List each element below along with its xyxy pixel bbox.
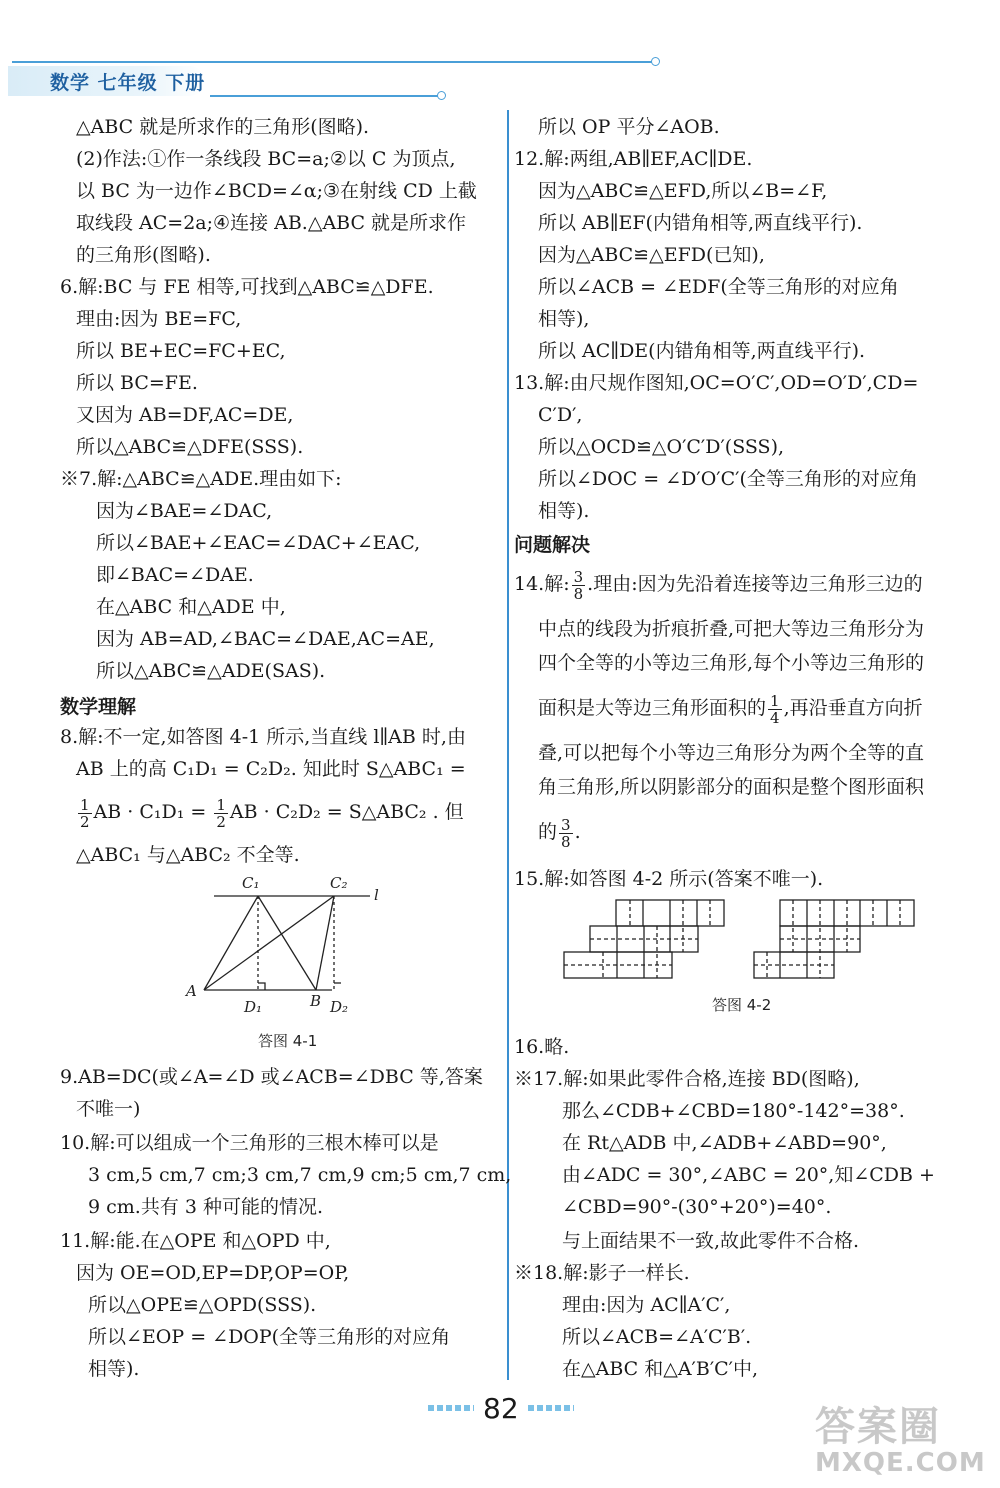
right-line: 所以 OP 平分∠AOB. bbox=[538, 116, 720, 138]
right-line: 在△ABC 和△A′B′C′中, bbox=[562, 1358, 759, 1380]
left-line: 9 cm.共有 3 种可能的情况. bbox=[88, 1196, 324, 1218]
question-11: 11.解:能.在△OPE 和△OPD 中, bbox=[60, 1230, 331, 1252]
left-line: 所以△ABC≌△ADE(SAS). bbox=[96, 660, 326, 682]
right-line: 由∠ADC = 30°,∠ABC = 20°,知∠CDB + bbox=[562, 1164, 935, 1186]
left-line: 的三角形(图略). bbox=[76, 244, 211, 266]
right-line: 叠,可以把每个小等边三角形分为两个全等的直 bbox=[538, 742, 925, 764]
left-line: △ABC₁ 与△ABC₂ 不全等. bbox=[76, 844, 300, 866]
right-line: 相等). bbox=[538, 500, 590, 522]
watermark bbox=[815, 1395, 986, 1478]
right-line: 所以 AB∥EF(内错角相等,两直线平行). bbox=[538, 212, 863, 234]
fraction-half: $\frac{1}{2}$ bbox=[80, 795, 90, 831]
left-line: (2)作法:①作一条线段 BC=a;②以 C 为顶点, bbox=[76, 148, 456, 170]
column-divider bbox=[507, 110, 509, 1380]
figure-4-2 bbox=[562, 896, 922, 986]
left-line: 不唯一) bbox=[76, 1098, 141, 1120]
left-line: △ABC 就是所求作的三角形(图略). bbox=[76, 116, 370, 138]
right-line: 面积是大等边三角形面积的 $\frac{1}{4}$ ,再沿垂直方向折 bbox=[538, 691, 923, 727]
left-line: 因为 AB=AD,∠BAC=∠DAE,AC=AE, bbox=[96, 628, 435, 650]
question-13: 13.解:由尺规作图知,OC=O′C′,OD=O′D′,CD= bbox=[514, 372, 919, 394]
label-d2: D₂ bbox=[330, 998, 349, 1016]
net-right bbox=[754, 900, 914, 978]
left-line: 理由:因为 BE=FC, bbox=[76, 308, 242, 330]
fraction-three-eighths: $\frac{3}{8}$ bbox=[573, 567, 584, 603]
left-line: 相等). bbox=[88, 1358, 140, 1380]
left-line: 即∠BAC=∠DAE. bbox=[96, 564, 254, 586]
question-14: 14.解: $\frac{3}{8}$ .理由:因为先沿着连接等边三角形三边的 bbox=[514, 567, 923, 603]
question-10: 10.解:可以组成一个三角形的三根木棒可以是 bbox=[60, 1132, 439, 1154]
right-line: 那么∠CDB+∠CBD=180°-142°=38°. bbox=[562, 1100, 905, 1122]
left-line: 所以△OPE≌△OPD(SSS). bbox=[88, 1294, 317, 1316]
right-line: ∠CBD=90°-(30°+20°)=40°. bbox=[562, 1196, 832, 1218]
fraction-half: $\frac{1}{2}$ bbox=[216, 795, 226, 831]
net-left bbox=[564, 900, 724, 978]
label-c2: C₂ bbox=[330, 874, 348, 892]
left-line: 所以∠EOP = ∠DOP(全等三角形的对应角 bbox=[88, 1326, 451, 1348]
header-dot-left bbox=[437, 91, 446, 100]
right-line: 在 Rt△ADB 中,∠ADB+∠ABD=90°, bbox=[562, 1132, 887, 1154]
question-17: ※17.解:如果此零件合格,连接 BD(图略), bbox=[514, 1068, 860, 1090]
figure-4-1-caption: 答图 4-1 bbox=[258, 1032, 318, 1050]
label-c1: C₁ bbox=[242, 874, 260, 892]
left-line: 取线段 AC=2a;④连接 AB.△ABC 就是所求作 bbox=[76, 212, 467, 234]
left-line: 因为∠BAE=∠DAC, bbox=[96, 500, 273, 522]
watermark-url: MXQE.COM bbox=[815, 1448, 986, 1478]
right-line: 的 $\frac{3}{8}$ . bbox=[538, 815, 581, 851]
right-line: 因为△ABC≌△EFD,所以∠B=∠F, bbox=[538, 180, 828, 202]
question-15: 15.解:如答图 4-2 所示(答案不唯一). bbox=[514, 868, 824, 890]
left-line: 所以△ABC≌△DFE(SSS). bbox=[76, 436, 304, 458]
header-dot-right bbox=[651, 57, 660, 66]
section-heading-understand: 数学理解 bbox=[60, 696, 137, 718]
right-line: 与上面结果不一致,故此零件不合格. bbox=[562, 1230, 860, 1252]
figure-4-1 bbox=[180, 870, 410, 1020]
header-rule-top bbox=[12, 61, 652, 63]
header-rule-bottom bbox=[210, 95, 438, 97]
right-line: 理由:因为 AC∥A′C′, bbox=[562, 1294, 731, 1316]
left-line: $\frac{1}{2}$ AB · C₁D₁ = $\frac{1}{2}$ AB · C₂D₂ = S△ABC₂ . 但 bbox=[80, 795, 464, 831]
fraction-three-eighths: $\frac{3}{8}$ bbox=[561, 815, 571, 851]
question-8: 8.解:不一定,如答图 4-1 所示,当直线 l∥AB 时,由 bbox=[60, 726, 466, 748]
right-line: 所以 AC∥DE(内错角相等,两直线平行). bbox=[538, 340, 866, 362]
page-number: 82 bbox=[483, 1392, 519, 1425]
label-b: B bbox=[310, 992, 322, 1010]
section-heading-solve: 问题解决 bbox=[514, 534, 591, 556]
right-line: 中点的线段为折痕折叠,可把大等边三角形分为 bbox=[538, 618, 925, 640]
right-line: C′D′, bbox=[538, 404, 583, 426]
right-line: 因为△ABC≌△EFD(已知), bbox=[538, 244, 765, 266]
left-line: 所以∠BAE+∠EAC=∠DAC+∠EAC, bbox=[96, 532, 421, 554]
question-18: ※18.解:影子一样长. bbox=[514, 1262, 690, 1284]
footer-deco-left bbox=[428, 1405, 474, 1411]
right-line: 角三角形,所以阴影部分的面积是整个图形面积 bbox=[538, 776, 925, 798]
right-line: 所以△OCD≌△O′C′D′(SSS), bbox=[538, 436, 785, 458]
label-a: A bbox=[186, 982, 197, 1000]
question-6: 6.解:BC 与 FE 相等,可找到△ABC≌△DFE. bbox=[60, 276, 434, 298]
page-header bbox=[0, 0, 1000, 100]
fraction-one-quarter: $\frac{1}{4}$ bbox=[770, 691, 780, 727]
left-line: 因为 OE=OD,EP=DP,OP=OP, bbox=[76, 1262, 350, 1284]
footer-deco-right bbox=[528, 1405, 574, 1411]
right-line: 所以∠DOC = ∠D′O′C′(全等三角形的对应角 bbox=[538, 468, 918, 490]
right-line: 所以∠ACB = ∠EDF(全等三角形的对应角 bbox=[538, 276, 899, 298]
watermark-logo: 答案圈 bbox=[815, 1404, 941, 1450]
left-line: 所以 BE+EC=FC+EC, bbox=[76, 340, 286, 362]
question-12: 12.解:两组,AB∥EF,AC∥DE. bbox=[514, 148, 753, 170]
left-line: 又因为 AB=DF,AC=DE, bbox=[76, 404, 294, 426]
left-line: 以 BC 为一边作∠BCD=∠α;③在射线 CD 上截 bbox=[76, 180, 477, 202]
header-title: 数学 七年级 下册 bbox=[50, 72, 206, 94]
question-9: 9.AB=DC(或∠A=∠D 或∠ACB=∠DBC 等,答案 bbox=[60, 1066, 483, 1088]
figure-4-2-caption: 答图 4-2 bbox=[712, 996, 772, 1014]
left-line: 3 cm,5 cm,7 cm;3 cm,7 cm,9 cm;5 cm,7 cm, bbox=[88, 1164, 512, 1186]
left-line: 在△ABC 和△ADE 中, bbox=[96, 596, 286, 618]
left-line: AB 上的高 C₁D₁ = C₂D₂. 知此时 S△ABC₁ = bbox=[76, 758, 466, 780]
question-16: 16.略. bbox=[514, 1036, 570, 1058]
question-7: ※7.解:△ABC≌△ADE.理由如下: bbox=[60, 468, 342, 490]
right-line: 所以∠ACB=∠A′C′B′. bbox=[562, 1326, 752, 1348]
label-l: l bbox=[374, 886, 379, 904]
right-line: 四个全等的小等边三角形,每个小等边三角形的 bbox=[538, 652, 925, 674]
right-line: 相等), bbox=[538, 308, 590, 330]
left-line: 所以 BC=FE. bbox=[76, 372, 198, 394]
label-d1: D₁ bbox=[244, 998, 263, 1016]
